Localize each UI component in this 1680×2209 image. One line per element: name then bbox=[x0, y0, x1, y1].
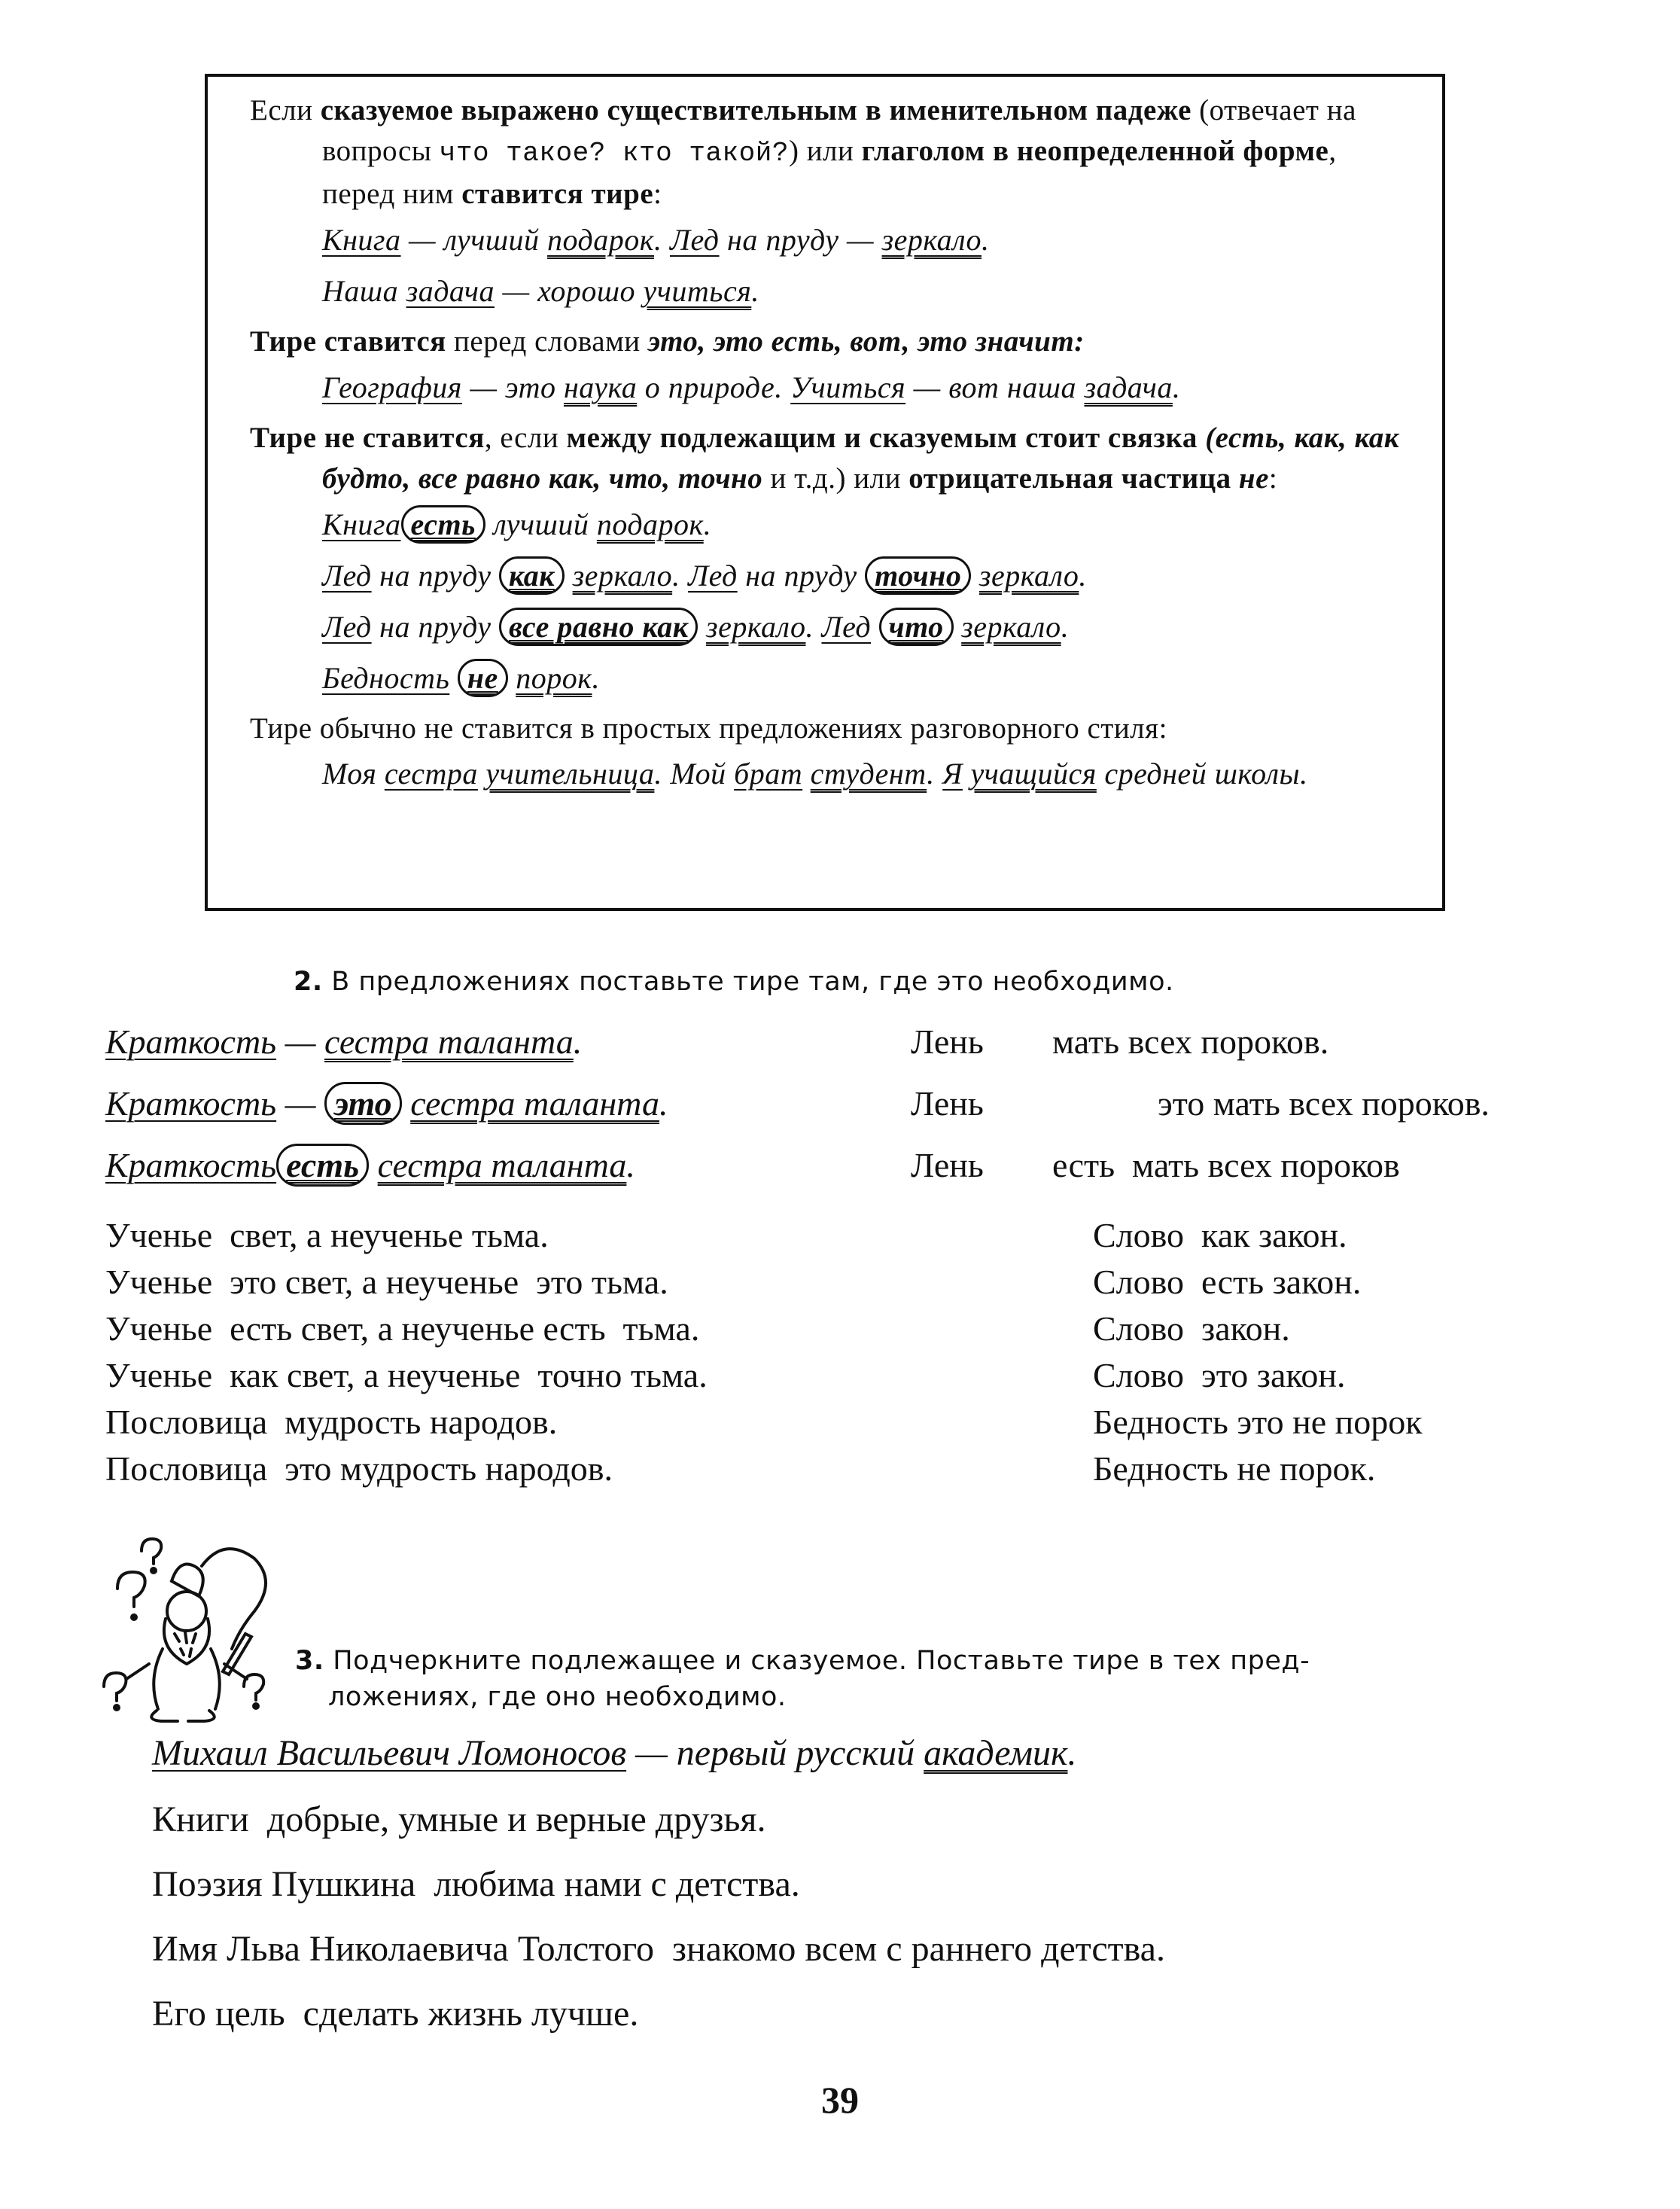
example-line bbox=[322, 502, 1400, 547]
predicate: учиться bbox=[643, 274, 752, 308]
example-text: — bbox=[276, 1022, 325, 1061]
circled-link-word: точно bbox=[865, 556, 971, 595]
rule-bold: Тире ставится bbox=[250, 325, 446, 358]
sentence-line: Ученье свет, а неученье тьма. bbox=[105, 1216, 549, 1254]
example-text: . bbox=[653, 223, 670, 257]
sentence-line: Слово закон. bbox=[1093, 1309, 1290, 1348]
task-3-title-line-1 bbox=[295, 1643, 1310, 1679]
predicate: зеркало bbox=[978, 559, 1079, 593]
sentence-line: Поэзия Пушкина любима нами с детства. bbox=[152, 1864, 800, 1904]
task-text: ложениях, где оно необходимо. bbox=[328, 1682, 787, 1712]
example-text: — bbox=[276, 1084, 325, 1123]
sentence-line: Ученье как свет, а неученье точно тьма. bbox=[105, 1356, 708, 1394]
sentence-line: Слово это закон. bbox=[1093, 1356, 1346, 1394]
circled-link-word: все равно как bbox=[499, 608, 698, 646]
subject: Я bbox=[942, 757, 963, 791]
example-line bbox=[322, 605, 1400, 650]
rule-4 bbox=[250, 708, 1400, 796]
rule-box bbox=[205, 74, 1445, 911]
rule-bold: глаголом в неопределенной форме bbox=[861, 135, 1329, 167]
sentence-line: Слово как закон. bbox=[1093, 1216, 1347, 1254]
example-text: . bbox=[1067, 1733, 1077, 1773]
sentence-line: Бедность не порок. bbox=[1093, 1449, 1376, 1488]
circled-link-word: есть bbox=[276, 1144, 369, 1187]
subject: Бедность bbox=[322, 661, 450, 695]
predicate: зеркало bbox=[572, 559, 673, 593]
example-text: на пруду bbox=[371, 559, 500, 593]
rule-3 bbox=[250, 418, 1400, 701]
thinking-gnome-illustration bbox=[96, 1536, 277, 1732]
rule-questions: что такое? кто такой? bbox=[439, 138, 789, 169]
example-text: . bbox=[1172, 370, 1181, 404]
ex2-row-right-text: есть мать всех пороков bbox=[1052, 1146, 1400, 1184]
rule-bold: между подлежащим и сказуемым стоит связка bbox=[566, 422, 1198, 454]
circled-negation: не bbox=[458, 659, 508, 697]
predicate: подарок bbox=[596, 507, 704, 541]
task-3-title bbox=[295, 1643, 1310, 1715]
example-text bbox=[565, 559, 573, 593]
example-text bbox=[963, 757, 971, 791]
sentence-line: Ученье это свет, а неученье это тьма. bbox=[105, 1263, 668, 1301]
circled-link-word: есть bbox=[401, 505, 485, 544]
example-line bbox=[322, 218, 1400, 263]
rule-text: , если bbox=[484, 422, 567, 454]
ex2-row-right-text: мать всех пороков. bbox=[1052, 1022, 1329, 1061]
rule-text bbox=[1198, 422, 1205, 454]
subject: Учиться bbox=[790, 370, 906, 404]
rule-bold: сказуемое выражено существительным в именительном падеже bbox=[320, 94, 1192, 126]
task-number: 2. bbox=[294, 967, 323, 997]
example-text: . bbox=[703, 507, 712, 541]
predicate: сестра таланта bbox=[377, 1146, 627, 1184]
example-text: . bbox=[1061, 610, 1070, 644]
subject: Краткость bbox=[105, 1084, 277, 1123]
predicate: сестра таланта bbox=[410, 1084, 659, 1123]
rule-text: , перед ним bbox=[322, 135, 1337, 210]
rule-text: ) или bbox=[788, 135, 862, 167]
rule-text: Если bbox=[250, 94, 321, 126]
sentence-line: Слово есть закон. bbox=[1093, 1263, 1362, 1301]
task-text: В предложениях поставьте тире там, где это необходимо. bbox=[322, 967, 1174, 997]
subject: сестра bbox=[384, 757, 478, 791]
example-text: Моя bbox=[322, 757, 385, 791]
sentence-line: Ученье есть свет, а неученье есть тьма. bbox=[105, 1309, 700, 1348]
example-line bbox=[322, 656, 1400, 701]
sentence-line: Бедность это не порок bbox=[1093, 1403, 1423, 1441]
example-text: . bbox=[672, 559, 689, 593]
ex2-row-right-word: Лень bbox=[911, 1022, 984, 1061]
example-text bbox=[971, 559, 979, 593]
example-text: — лучший bbox=[400, 223, 548, 257]
rule-bold-italic: это, это есть, вот, это значит: bbox=[647, 325, 1085, 358]
example-text: на пруду — bbox=[719, 223, 882, 257]
example-text bbox=[449, 661, 458, 695]
example-text: — это bbox=[461, 370, 564, 404]
example-line bbox=[322, 553, 1400, 599]
predicate: сестра таланта bbox=[324, 1022, 574, 1061]
predicate: зеркало bbox=[705, 610, 806, 644]
rule-2 bbox=[250, 321, 1400, 410]
task-text: Подчеркните подлежащее и сказуемое. Поставьте тире в тех пред- bbox=[324, 1646, 1310, 1676]
predicate: учительница bbox=[485, 757, 655, 791]
example-text bbox=[802, 757, 811, 791]
predicate: студент bbox=[810, 757, 927, 791]
example-text: о природе. bbox=[637, 370, 791, 404]
predicate: зеркало bbox=[961, 610, 1061, 644]
example-text: — вот наша bbox=[905, 370, 1085, 404]
example-text bbox=[954, 610, 962, 644]
rule-text: перед словами bbox=[446, 325, 648, 358]
subject: Лед bbox=[322, 610, 372, 644]
example-text: . bbox=[805, 610, 822, 644]
example-text: . bbox=[592, 661, 600, 695]
subject: Лед bbox=[688, 559, 738, 593]
subject: задача bbox=[406, 274, 495, 308]
sentence-line: Пословица это мудрость народов. bbox=[105, 1449, 613, 1488]
subject: Краткость bbox=[105, 1022, 277, 1061]
rule-bold: ставится тире bbox=[461, 178, 654, 210]
sentence-line: Книги добрые, умные и верные друзья. bbox=[152, 1799, 766, 1839]
subject: Лед bbox=[322, 559, 372, 593]
example-text bbox=[508, 661, 516, 695]
subject: География bbox=[322, 370, 462, 404]
example-text: на пруду bbox=[737, 559, 866, 593]
ex2-row-right-word: Лень bbox=[911, 1084, 984, 1123]
example-text: лучший bbox=[485, 507, 597, 541]
example-text: . bbox=[982, 223, 990, 257]
example-text: — первый русский bbox=[626, 1733, 924, 1773]
predicate: задача bbox=[1084, 370, 1173, 404]
rule-text: (отвечает на вопросы bbox=[322, 94, 1356, 167]
example-text: . Мой bbox=[654, 757, 735, 791]
predicate: академик bbox=[924, 1733, 1068, 1773]
subject: Лед bbox=[821, 610, 872, 644]
example-text bbox=[369, 1146, 378, 1184]
example-text: . bbox=[573, 1022, 583, 1061]
predicate: порок bbox=[516, 661, 592, 695]
ex2-row-right-text: это мать всех пороков. bbox=[1158, 1084, 1490, 1123]
rule-text: и т.д.) или bbox=[762, 462, 909, 495]
page-number: 39 bbox=[821, 2079, 859, 2121]
example-text bbox=[871, 610, 879, 644]
rule-bold: Тире не ставится bbox=[250, 422, 485, 454]
example-text bbox=[402, 1084, 411, 1123]
ex2-row-left bbox=[105, 1143, 635, 1188]
example-text: Наша bbox=[322, 274, 406, 308]
circled-link-word: это bbox=[324, 1082, 402, 1125]
rule-text: : bbox=[1268, 462, 1278, 495]
example-text: средней школы. bbox=[1096, 757, 1308, 791]
task-2-title bbox=[294, 964, 1174, 1000]
predicate: наука bbox=[563, 370, 638, 404]
circled-link-word: как bbox=[499, 556, 565, 595]
example-text: . bbox=[751, 274, 759, 308]
example-text bbox=[478, 757, 486, 791]
sentence-line: Его цель сделать жизнь лучше. bbox=[152, 1994, 639, 2034]
example-text: . bbox=[927, 757, 943, 791]
predicate: зеркало bbox=[881, 223, 982, 257]
rule-text bbox=[1231, 462, 1239, 495]
sentence-line: Пословица мудрость народов. bbox=[105, 1403, 558, 1441]
predicate: подарок bbox=[547, 223, 654, 257]
predicate: учащийся bbox=[970, 757, 1097, 791]
sentence-line: Имя Льва Николаевича Толстого знакомо всем с раннего детства. bbox=[152, 1929, 1165, 1969]
example-text: — хорошо bbox=[495, 274, 644, 308]
example-line bbox=[322, 365, 1400, 410]
circled-link-word: что bbox=[879, 608, 954, 646]
rule-bold-italic: не bbox=[1238, 462, 1269, 495]
ex2-row-right-word: Лень bbox=[911, 1146, 984, 1184]
subject: Михаил Васильевич Ломоносов bbox=[152, 1733, 627, 1773]
rule-text: Тире обычно не ставится в простых предложениях разговорного стиля: bbox=[250, 712, 1167, 745]
example-text: . bbox=[1079, 559, 1087, 593]
example-text bbox=[698, 610, 706, 644]
example-text: на пруду bbox=[371, 610, 500, 644]
example-line bbox=[322, 269, 1400, 314]
rule-1 bbox=[250, 90, 1400, 314]
task-3-example bbox=[152, 1729, 1076, 1778]
example-line bbox=[322, 752, 1400, 796]
subject: Книга bbox=[322, 223, 401, 257]
subject: Лед bbox=[669, 223, 720, 257]
example-text: . bbox=[626, 1146, 635, 1184]
ex2-row-left bbox=[105, 1019, 582, 1065]
subject: Краткость bbox=[105, 1146, 277, 1184]
example-text: . bbox=[659, 1084, 668, 1123]
rule-bold-italic: (есть, как, как будто, все равно как, что, точно bbox=[322, 422, 1400, 495]
subject: брат bbox=[734, 757, 803, 791]
rule-text: : bbox=[653, 178, 662, 210]
rule-bold: отрицательная частица bbox=[908, 462, 1231, 495]
subject: Книга bbox=[322, 507, 401, 541]
ex2-row-left bbox=[105, 1081, 668, 1126]
task-number: 3. bbox=[295, 1646, 324, 1676]
